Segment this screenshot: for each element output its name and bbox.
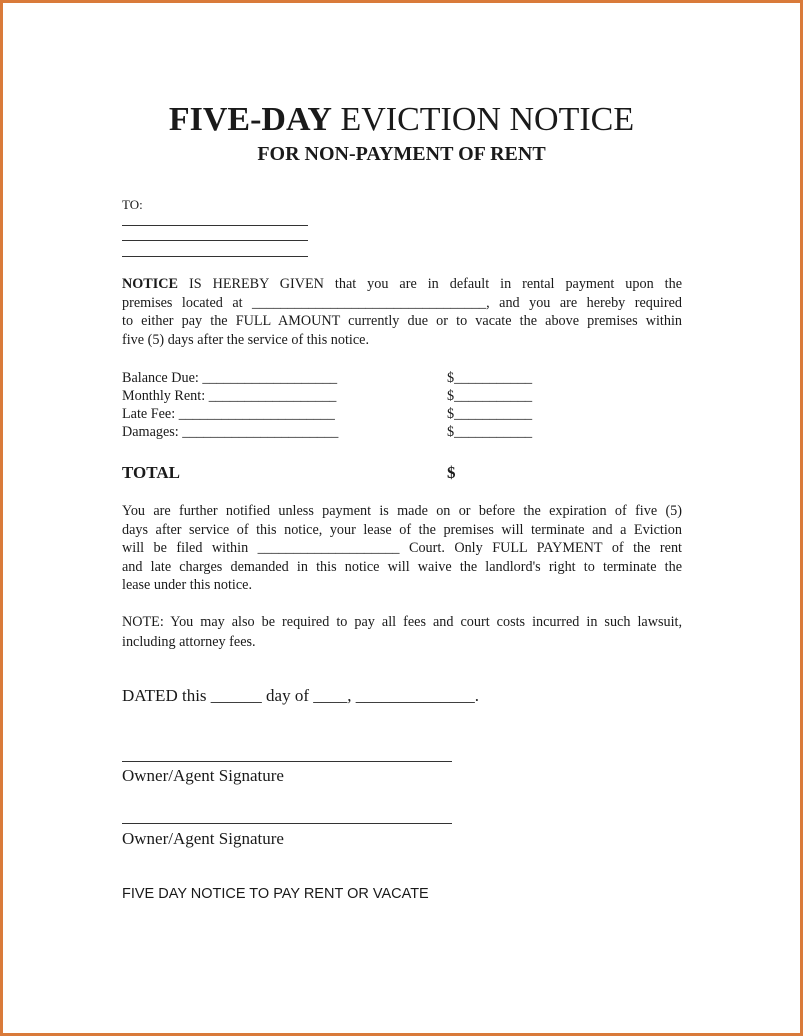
signature-line-1[interactable] [122, 761, 452, 762]
note-line-1: NOTE: You may also be required to pay all fees and court costs incurred in such lawsuit, [122, 614, 682, 630]
document-title [0, 100, 803, 140]
note-line-2: including attorney fees. [122, 634, 256, 650]
recipient-line-2[interactable] [122, 240, 308, 241]
further-line-3: will be filed within ____________________ Court. Only FULL PAYMENT of the rent [122, 540, 682, 556]
total-amount: $ [447, 463, 456, 482]
to-label: TO: [122, 197, 143, 212]
notice-line-4: five (5) days after the service of this notice. [122, 331, 369, 348]
notice-paragraph [122, 275, 682, 349]
document-footer: FIVE DAY NOTICE TO PAY RENT OR VACATE [122, 886, 429, 902]
further-line-5: lease under this notice. [122, 577, 253, 593]
fee-damages-label: Damages: ______________________ [122, 424, 339, 440]
recipient-line-3[interactable] [122, 256, 308, 257]
notice-lead: NOTICE [122, 276, 178, 292]
fee-late-fee-label: Late Fee: ______________________ [122, 406, 335, 422]
further-line-2: days after service of this notice, your lease of the premises will terminate and a Eviction [122, 521, 682, 538]
total-label: TOTAL [122, 463, 180, 482]
document-subtitle: FOR NON-PAYMENT OF RENT [257, 143, 546, 165]
fee-damages-amount: $___________ [447, 424, 533, 440]
fee-balance-due-label: Balance Due: ___________________ [122, 370, 338, 386]
further-line-4: and late charges demanded in this notice will waive the landlord's right to terminate the [122, 558, 682, 575]
further-line-1: You are further notified unless payment is made on or before the expiration of five (5) [122, 503, 682, 519]
title-bold: FIVE-DAY [168, 101, 332, 138]
notice-line-1: NOTICE IS HEREBY GIVEN that you are in default in rental payment upon the [122, 276, 682, 292]
signature-label-1: Owner/Agent Signature [122, 766, 284, 785]
title-rest: EVICTION NOTICE [331, 101, 635, 138]
dated-line: DATED this ______ day of ____, ______________. [122, 686, 479, 705]
notice-line-3: to either pay the FULL AMOUNT currently due or to vacate the above premises within [122, 313, 682, 329]
fee-balance-due-amount: $___________ [447, 370, 533, 386]
fee-monthly-rent-amount: $___________ [447, 388, 533, 404]
note-paragraph [122, 612, 682, 652]
fee-monthly-rent-label: Monthly Rent: __________________ [122, 388, 337, 404]
notice-line-2: premises located at _________________________________, and you are hereby required [122, 294, 682, 311]
further-notice-paragraph [122, 502, 682, 595]
recipient-line-1[interactable] [122, 225, 308, 226]
fee-late-fee-amount: $___________ [447, 406, 533, 422]
signature-label-2: Owner/Agent Signature [122, 829, 284, 848]
signature-line-2[interactable] [122, 823, 452, 824]
